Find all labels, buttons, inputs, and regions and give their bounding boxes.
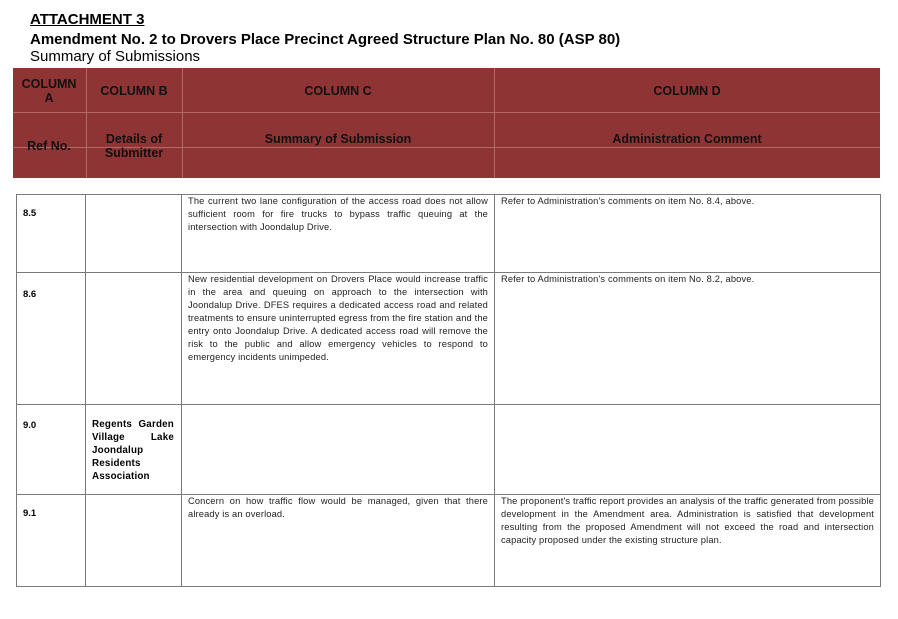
submitter-cell: Regents Garden Village Lake Joondalup Residents Association [86, 405, 182, 495]
comment-cell: Refer to Administration's comments on item No. 8.2, above. [495, 273, 881, 405]
column-d-header: COLUMN D [653, 84, 721, 98]
comment-header: Administration Comment [612, 132, 762, 146]
table-row [17, 495, 881, 587]
comment-cell: Refer to Administration's comments on item No. 8.4, above. [495, 195, 881, 273]
submitter-header: Details of Submitter [104, 132, 164, 160]
summary-cell [182, 405, 495, 495]
header-row-divider [13, 112, 880, 113]
ref-cell: 8.5 [17, 195, 86, 273]
header-divider [182, 68, 183, 178]
header-divider [494, 68, 495, 178]
summary-cell: Concern on how traffic flow would be managed, given that there already is an overload. [182, 495, 495, 587]
summary-cell: New residential development on Drovers Place would increase traffic in the area and queuing on approach to the intersection with Joondalup Drive. DFES requires a dedicated access road and related treatments to ensure uninterrupted egress from the fire station and the entry onto Joondalup Drive. A dedicated access road will remove the risk to the public and allow emergency vehicles to respond to emergency incidents unimpeded. [182, 273, 495, 405]
ref-cell: 9.1 [17, 495, 86, 587]
submissions-table [16, 194, 881, 587]
column-a-header: COLUMN A [21, 77, 77, 105]
ref-cell: 9.0 [17, 405, 86, 495]
table-row [17, 405, 881, 495]
column-c-header: COLUMN C [304, 84, 372, 98]
table-row [17, 195, 881, 273]
ref-no-header: Ref No. [27, 139, 71, 153]
document-title: Amendment No. 2 to Drovers Place Precinct Agreed Structure Plan No. 80 (ASP 80) [30, 31, 621, 48]
document-subtitle: Summary of Submissions [30, 48, 201, 65]
comment-cell: The proponent's traffic report provides an analysis of the traffic generated from possible development in the Amendment area. Administration is satisfied that development resulting from the proposed Amendment will not exceed the road and intersection capacity proposed under the existing structure plan. [495, 495, 881, 587]
attachment-title: ATTACHMENT 3 [30, 11, 145, 28]
submitter-cell [86, 195, 182, 273]
table-row [17, 273, 881, 405]
comment-cell [495, 405, 881, 495]
summary-header: Summary of Submission [264, 132, 412, 146]
column-b-header: COLUMN B [100, 84, 168, 98]
summary-cell: The current two lane configuration of the access road does not allow sufficient room for fire trucks to bypass traffic queuing at the intersection with Joondalup Drive. [182, 195, 495, 273]
submitter-cell [86, 495, 182, 587]
submitter-cell [86, 273, 182, 405]
ref-cell: 8.6 [17, 273, 86, 405]
header-divider [86, 68, 87, 178]
